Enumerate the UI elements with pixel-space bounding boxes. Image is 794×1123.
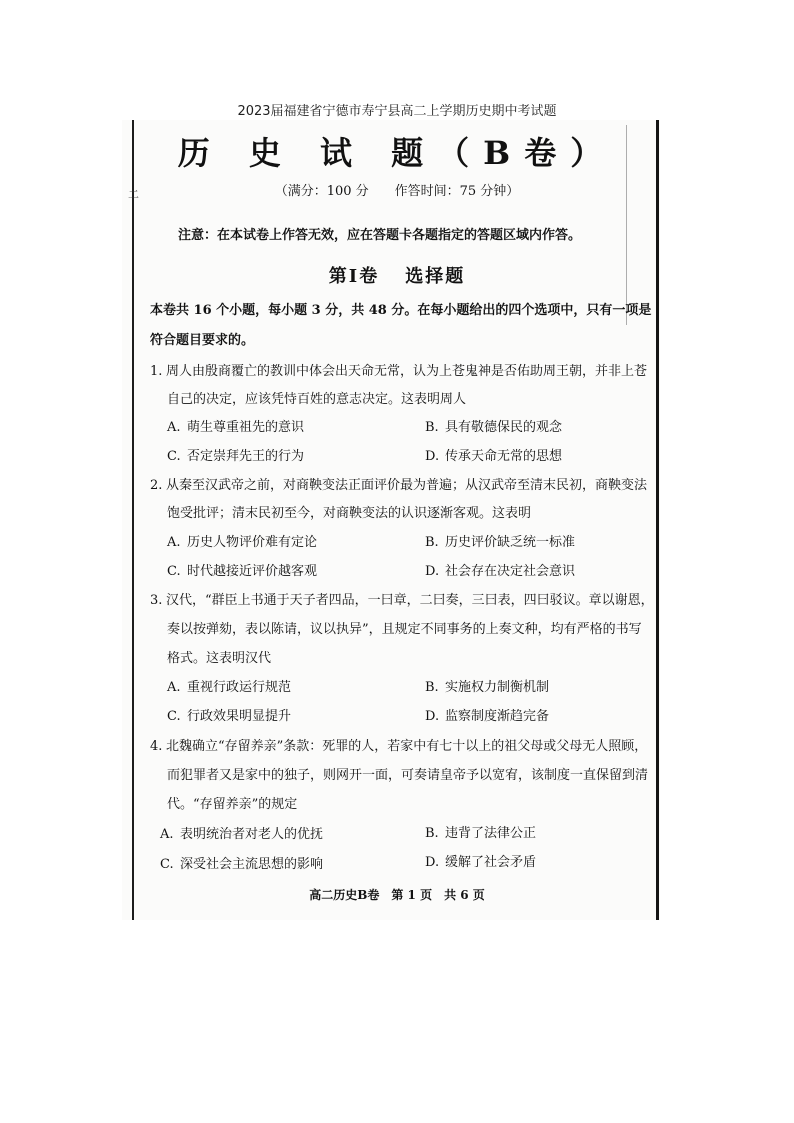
option-text: 萌生尊重祖先的意识 (187, 420, 305, 435)
option-letter: B. (425, 680, 439, 695)
answer-option[interactable] (167, 416, 304, 435)
answer-option[interactable] (425, 416, 562, 435)
option-letter: C. (167, 709, 181, 724)
question (150, 589, 655, 608)
question-text: 北魏确立“存留养亲”条款：死罪的人，若家中有七十以上的祖父母或父母无人照顾， (166, 739, 648, 754)
instructions-line: 符合题目要求的。 (150, 333, 255, 348)
option-letter: A. (167, 535, 181, 550)
option-letter: C. (167, 564, 181, 579)
section-heading (0, 262, 794, 288)
option-text: 重视行政运行规范 (187, 680, 292, 695)
question-text: 从秦至汉武帝之前，对商鞅变法正面评价最为普遍；从汉武帝至清末民初，商鞅变法 (166, 478, 648, 493)
option-text: 监察制度渐趋完备 (445, 709, 550, 724)
option-text: 违背了法律公正 (445, 826, 537, 841)
answer-option[interactable] (167, 445, 304, 464)
option-letter: A. (160, 827, 174, 842)
question-text: 饱受批评；清末民初至今，对商鞅变法的认识逐渐客观。这表明 (167, 506, 532, 521)
option-text: 具有敬德保民的观念 (445, 420, 563, 435)
section-name: 选择题 (405, 266, 466, 287)
section-part: 第Ⅰ卷 (328, 266, 380, 287)
page-footer: 高二历史B卷 第 1 页 共 6 页 (309, 888, 485, 902)
option-letter: C. (160, 857, 174, 872)
answer-option[interactable] (425, 822, 536, 841)
option-text: 缓解了社会矛盾 (445, 855, 537, 870)
answer-option[interactable] (167, 560, 317, 579)
question-text: 格式。这表明汉代 (167, 651, 272, 666)
answer-option[interactable] (167, 676, 291, 695)
option-letter: D. (425, 855, 440, 870)
option-text: 否定崇拜先王的行为 (187, 449, 305, 464)
question-number: 1. (150, 364, 163, 379)
option-text: 实施权力制衡机制 (445, 680, 550, 695)
exam-notice: 注意：在本试卷上作答无效，应在答题卡各题指定的答题区域内作答。 (178, 228, 582, 243)
question (150, 360, 655, 379)
answer-option[interactable] (160, 853, 323, 872)
option-text: 社会存在决定社会意识 (445, 564, 576, 579)
option-text: 传承天命无常的思想 (445, 449, 563, 464)
question-text: 周人由殷商覆亡的教训中体会出天命无常，认为上苍鬼神是否佑助周王朝，并非上苍 (166, 364, 648, 379)
option-letter: B. (425, 535, 439, 550)
document-header: 2023届福建省宁德市寿宁县高二上学期历史期中考试题 (237, 104, 557, 119)
answer-option[interactable] (167, 705, 291, 724)
answer-option[interactable] (425, 676, 549, 695)
option-letter: D. (425, 449, 440, 464)
option-letter: A. (167, 680, 181, 695)
exam-title: 历 史 试 题（B卷） (177, 134, 617, 172)
option-letter: C. (167, 449, 181, 464)
question-text: 奏以按弹劾，表以陈请，议以执异”，且规定不同事务的上奏文种，均有严格的书写 (167, 622, 642, 637)
exam-subtitle: （满分：100 分 作答时间：75 分钟） (274, 184, 520, 199)
question-text: 而犯罪者又是家中的独子，则网开一面，可奏请皇帝予以宽宥，该制度一直保留到清 (167, 768, 649, 783)
question-number: 4. (150, 739, 163, 754)
option-letter: D. (425, 564, 440, 579)
answer-option[interactable] (425, 851, 536, 870)
option-text: 历史评价缺乏统一标准 (445, 535, 576, 550)
answer-option[interactable] (160, 823, 323, 842)
option-text: 行政效果明显提升 (187, 709, 292, 724)
answer-option[interactable] (425, 705, 549, 724)
instructions-line: 本卷共 16 个小题，每小题 3 分，共 48 分。在每小题给出的四个选项中，只有一项是 (150, 303, 652, 318)
question-text: 代。“存留养亲”的规定 (167, 797, 298, 812)
option-text: 深受社会主流思想的影响 (180, 857, 324, 872)
answer-option[interactable] (167, 531, 317, 550)
option-letter: B. (425, 826, 439, 841)
answer-option[interactable] (425, 560, 575, 579)
margin-mark: 二 (128, 188, 139, 201)
question-number: 2. (150, 478, 163, 493)
question-number: 3. (150, 593, 163, 608)
option-letter: B. (425, 420, 439, 435)
question-text: 汉代，“群臣上书通于天子者四品，一曰章，二曰奏，三曰表，四曰驳议。章以谢恩， (166, 593, 654, 608)
option-text: 时代越接近评价越客观 (187, 564, 318, 579)
scan-left-edge (132, 120, 134, 920)
option-text: 表明统治者对老人的优抚 (180, 827, 324, 842)
option-letter: A. (167, 420, 181, 435)
answer-option[interactable] (425, 531, 575, 550)
question-text: 自己的决定，应该凭恃百姓的意志决定。这表明周人 (167, 392, 467, 407)
question (150, 474, 655, 493)
option-letter: D. (425, 709, 440, 724)
option-text: 历史人物评价难有定论 (187, 535, 318, 550)
question (150, 735, 655, 754)
answer-option[interactable] (425, 445, 562, 464)
